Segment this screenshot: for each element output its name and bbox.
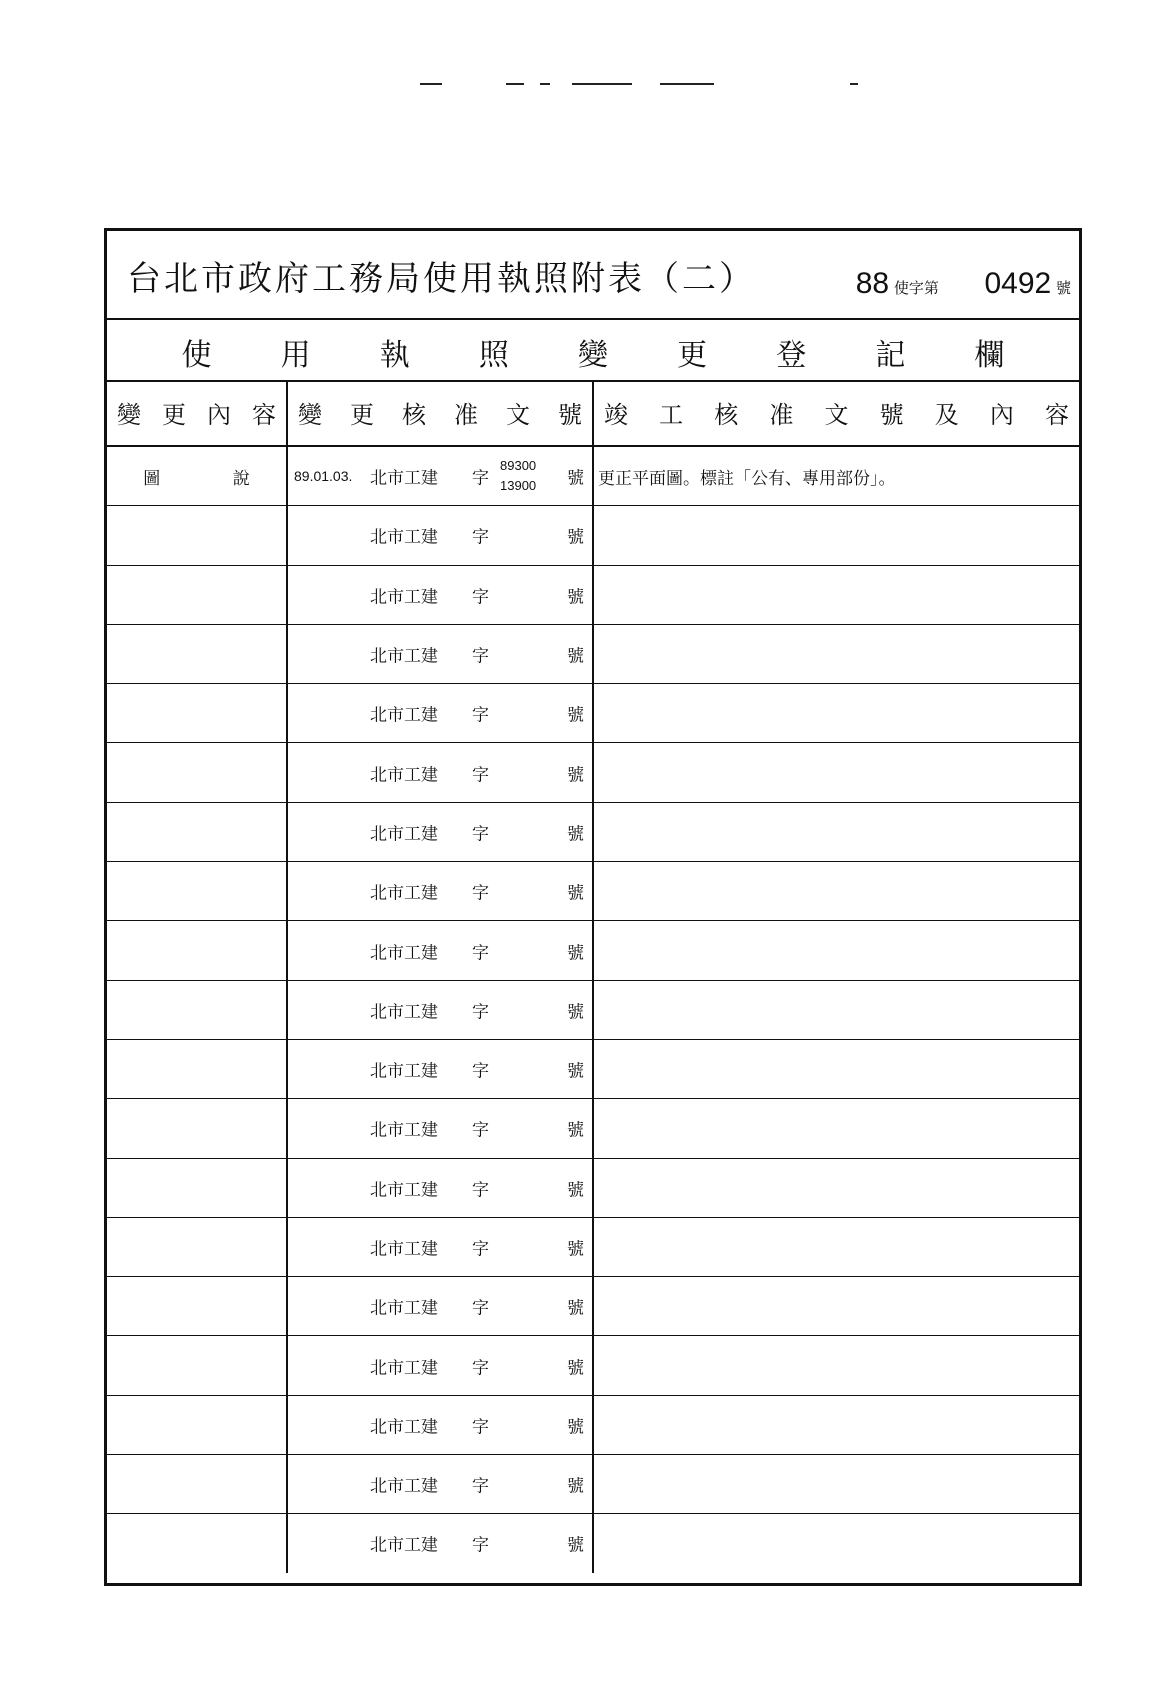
approval-ref-cell bbox=[288, 1396, 594, 1454]
completion-content bbox=[594, 981, 1079, 1039]
approval-zi: 字 bbox=[472, 646, 489, 667]
approval-zi: 字 bbox=[472, 1061, 489, 1082]
approval-office: 北市工建 bbox=[370, 1180, 438, 1201]
header-char: 更 bbox=[162, 401, 186, 429]
approval-hao: 號 bbox=[567, 1476, 584, 1497]
change-item-char: 說 bbox=[232, 468, 250, 489]
header-char: 工 bbox=[659, 401, 684, 429]
approval-zi: 字 bbox=[472, 1180, 489, 1201]
approval-zi: 字 bbox=[472, 1358, 489, 1379]
approval-hao: 號 bbox=[567, 883, 584, 904]
approval-hao: 號 bbox=[567, 468, 584, 489]
section-title-char: 照 bbox=[478, 338, 509, 373]
header-char: 准 bbox=[454, 401, 478, 429]
approval-ref-cell bbox=[288, 447, 594, 505]
header-char: 內 bbox=[207, 401, 231, 429]
approval-ref-cell bbox=[288, 625, 594, 683]
approval-hao: 號 bbox=[567, 1061, 584, 1082]
approval-ref-cell bbox=[288, 1099, 594, 1157]
approval-zi: 字 bbox=[472, 705, 489, 726]
change-item-cell bbox=[107, 981, 288, 1039]
approval-office: 北市工建 bbox=[370, 587, 438, 608]
change-item-char: 圖 bbox=[143, 468, 161, 489]
change-item-cell bbox=[107, 1514, 288, 1572]
table-row bbox=[107, 1218, 1079, 1277]
completion-content bbox=[594, 625, 1079, 683]
header-completion bbox=[594, 380, 1079, 445]
approval-ref-cell bbox=[288, 1277, 594, 1335]
approval-office: 北市工建 bbox=[370, 1239, 438, 1260]
change-item-cell bbox=[107, 1277, 288, 1335]
approval-office: 北市工建 bbox=[370, 1417, 438, 1438]
approval-hao: 號 bbox=[567, 1358, 584, 1379]
table-row bbox=[107, 684, 1079, 743]
approval-office: 北市工建 bbox=[370, 1476, 438, 1497]
table-row bbox=[107, 625, 1079, 684]
table-row bbox=[107, 803, 1079, 862]
header-char: 及 bbox=[934, 401, 959, 429]
approval-zi: 字 bbox=[472, 824, 489, 845]
change-item-cell bbox=[107, 1099, 288, 1157]
table-row bbox=[107, 921, 1079, 980]
approval-number bbox=[500, 456, 536, 496]
header-char: 變 bbox=[298, 401, 322, 429]
header-approval-ref bbox=[288, 380, 594, 445]
change-register-table bbox=[107, 380, 1079, 1573]
header-char: 變 bbox=[117, 401, 141, 429]
section-title-char: 登 bbox=[776, 338, 807, 373]
permit-number bbox=[856, 267, 1071, 301]
approval-office: 北市工建 bbox=[370, 824, 438, 845]
header-char: 核 bbox=[714, 401, 739, 429]
approval-ref-cell bbox=[288, 1040, 594, 1098]
section-title bbox=[107, 330, 1079, 374]
approval-hao: 號 bbox=[567, 1298, 584, 1319]
table-row bbox=[107, 1277, 1079, 1336]
completion-content bbox=[594, 1159, 1079, 1217]
change-item-cell bbox=[107, 625, 288, 683]
approval-zi: 字 bbox=[472, 1476, 489, 1497]
approval-zi: 字 bbox=[472, 468, 489, 489]
approval-ref-cell bbox=[288, 803, 594, 861]
approval-ref-cell bbox=[288, 684, 594, 742]
header-char: 竣 bbox=[604, 401, 628, 429]
permit-attachment-form bbox=[104, 228, 1082, 1586]
change-item-cell bbox=[107, 862, 288, 920]
approval-hao: 號 bbox=[567, 1120, 584, 1141]
table-row bbox=[107, 1336, 1079, 1395]
table-row bbox=[107, 447, 1079, 506]
permit-number-value: 0492 bbox=[984, 267, 1052, 300]
approval-hao: 號 bbox=[567, 527, 584, 548]
approval-zi: 字 bbox=[472, 527, 489, 548]
table-row bbox=[107, 506, 1079, 565]
approval-ref-cell bbox=[288, 743, 594, 801]
approval-zi: 字 bbox=[472, 587, 489, 608]
change-item-cell bbox=[107, 506, 288, 564]
change-item-cell bbox=[107, 1218, 288, 1276]
table-row bbox=[107, 981, 1079, 1040]
approval-office: 北市工建 bbox=[370, 765, 438, 786]
approval-zi: 字 bbox=[472, 1239, 489, 1260]
approval-ref-cell bbox=[288, 566, 594, 624]
header-char: 核 bbox=[402, 401, 426, 429]
approval-zi: 字 bbox=[472, 765, 489, 786]
change-item-cell bbox=[107, 1040, 288, 1098]
approval-office: 北市工建 bbox=[370, 1120, 438, 1141]
table-row bbox=[107, 1159, 1079, 1218]
header-char: 容 bbox=[1045, 401, 1069, 429]
completion-content bbox=[594, 921, 1079, 979]
approval-office: 北市工建 bbox=[370, 1061, 438, 1082]
completion-content bbox=[594, 566, 1079, 624]
approval-date: 89.01.03. bbox=[294, 468, 353, 485]
approval-hao: 號 bbox=[567, 1535, 584, 1556]
header-change-item bbox=[107, 380, 288, 445]
approval-ref-cell bbox=[288, 1336, 594, 1394]
approval-zi: 字 bbox=[472, 1298, 489, 1319]
completion-content bbox=[594, 684, 1079, 742]
approval-hao: 號 bbox=[567, 824, 584, 845]
header-char: 更 bbox=[350, 401, 374, 429]
section-title-char: 變 bbox=[577, 338, 608, 373]
table-row bbox=[107, 862, 1079, 921]
approval-ref-cell bbox=[288, 506, 594, 564]
change-item-cell bbox=[107, 447, 288, 505]
section-title-char: 記 bbox=[875, 338, 906, 373]
approval-ref-cell bbox=[288, 1218, 594, 1276]
header-char: 號 bbox=[879, 401, 904, 429]
completion-content bbox=[594, 506, 1079, 564]
blank-rows bbox=[107, 506, 1079, 1572]
approval-number-bottom: 13900 bbox=[500, 478, 537, 494]
section-title-char: 更 bbox=[677, 338, 708, 373]
approval-office: 北市工建 bbox=[370, 527, 438, 548]
approval-hao: 號 bbox=[567, 1002, 584, 1023]
change-item-cell bbox=[107, 1396, 288, 1454]
header-char: 准 bbox=[769, 401, 794, 429]
approval-ref-cell bbox=[288, 862, 594, 920]
approval-office: 北市工建 bbox=[370, 705, 438, 726]
approval-office: 北市工建 bbox=[370, 943, 438, 964]
header-char: 內 bbox=[989, 401, 1014, 429]
approval-office: 北市工建 bbox=[370, 1358, 438, 1379]
header-char: 文 bbox=[506, 401, 530, 429]
change-item-cell bbox=[107, 743, 288, 801]
header-char: 號 bbox=[558, 401, 582, 429]
approval-ref-cell bbox=[288, 1455, 594, 1513]
change-item-cell bbox=[107, 803, 288, 861]
approval-zi: 字 bbox=[472, 1002, 489, 1023]
permit-label: 使字第 bbox=[893, 279, 939, 297]
table-row bbox=[107, 566, 1079, 625]
approval-zi: 字 bbox=[472, 1417, 489, 1438]
approval-hao: 號 bbox=[567, 1180, 584, 1201]
completion-content bbox=[594, 803, 1079, 861]
change-item-cell bbox=[107, 566, 288, 624]
approval-hao: 號 bbox=[567, 587, 584, 608]
section-title-char: 使 bbox=[181, 338, 212, 373]
table-row bbox=[107, 1455, 1079, 1514]
approval-zi: 字 bbox=[472, 943, 489, 964]
title-row bbox=[107, 231, 1079, 320]
completion-content bbox=[594, 1455, 1079, 1513]
completion-content bbox=[594, 1277, 1079, 1335]
completion-content bbox=[594, 743, 1079, 801]
completion-content bbox=[594, 862, 1079, 920]
approval-office: 北市工建 bbox=[370, 1298, 438, 1319]
change-item-cell bbox=[107, 684, 288, 742]
approval-ref-cell bbox=[288, 1514, 594, 1572]
approval-hao: 號 bbox=[567, 1417, 584, 1438]
approval-ref-cell bbox=[288, 981, 594, 1039]
section-title-char: 執 bbox=[379, 338, 410, 373]
completion-content bbox=[594, 1514, 1079, 1572]
approval-zi: 字 bbox=[472, 1535, 489, 1556]
approval-hao: 號 bbox=[567, 705, 584, 726]
approval-ref-cell bbox=[288, 1159, 594, 1217]
approval-hao: 號 bbox=[567, 943, 584, 964]
completion-content: 更正平面圖。標註「公有、專用部份」。 bbox=[598, 468, 896, 489]
completion-content bbox=[594, 1396, 1079, 1454]
table-row bbox=[107, 1396, 1079, 1455]
completion-content bbox=[594, 1218, 1079, 1276]
approval-hao: 號 bbox=[567, 646, 584, 667]
section-title-char: 用 bbox=[280, 338, 311, 373]
completion-content bbox=[594, 1336, 1079, 1394]
table-header bbox=[107, 380, 1079, 447]
change-item-cell bbox=[107, 1159, 288, 1217]
change-item-cell bbox=[107, 921, 288, 979]
table-row bbox=[107, 743, 1079, 802]
form-title: 台北市政府工務局使用執照附表（二） bbox=[127, 259, 756, 299]
approval-hao: 號 bbox=[567, 765, 584, 786]
change-item-cell bbox=[107, 1455, 288, 1513]
permit-suffix: 號 bbox=[1055, 279, 1071, 297]
section-title-char: 欄 bbox=[974, 338, 1005, 373]
approval-office: 北市工建 bbox=[370, 883, 438, 904]
table-row bbox=[107, 1040, 1079, 1099]
approval-office: 北市工建 bbox=[370, 1535, 438, 1556]
permit-year: 88 bbox=[855, 267, 890, 300]
approval-zi: 字 bbox=[472, 883, 489, 904]
change-item-cell bbox=[107, 1336, 288, 1394]
approval-office: 北市工建 bbox=[370, 468, 438, 489]
approval-office: 北市工建 bbox=[370, 1002, 438, 1023]
approval-hao: 號 bbox=[567, 1239, 584, 1260]
header-char: 容 bbox=[252, 401, 276, 429]
completion-content bbox=[594, 1040, 1079, 1098]
header-char: 文 bbox=[824, 401, 849, 429]
scan-marks bbox=[420, 83, 940, 87]
approval-office: 北市工建 bbox=[370, 646, 438, 667]
completion-content bbox=[594, 1099, 1079, 1157]
table-row bbox=[107, 1514, 1079, 1572]
approval-ref-cell bbox=[288, 921, 594, 979]
approval-number-top: 89300 bbox=[500, 458, 537, 474]
approval-zi: 字 bbox=[472, 1120, 489, 1141]
table-row bbox=[107, 1099, 1079, 1158]
section-row bbox=[107, 318, 1079, 382]
